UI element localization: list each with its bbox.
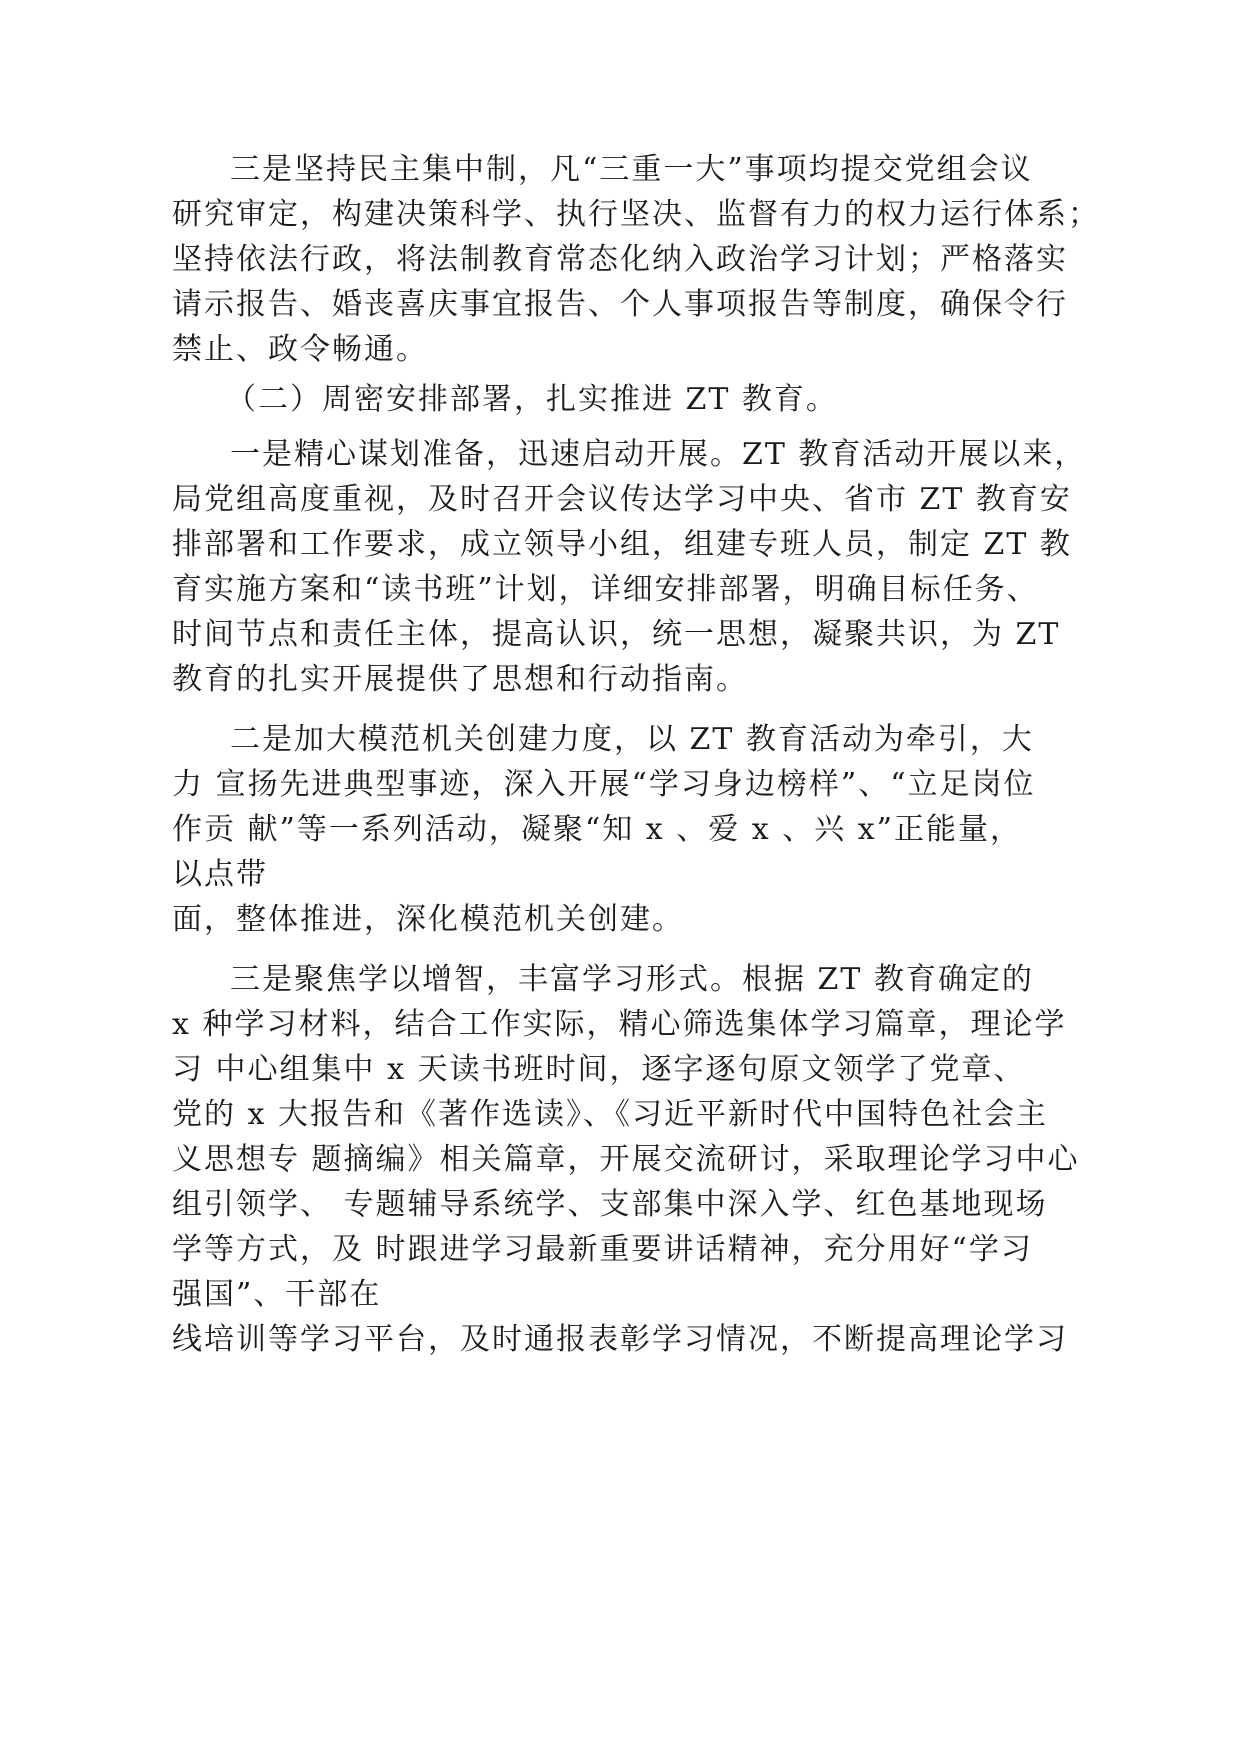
text-line: 二是加大模范机关创建力度，以 ZT 教育活动为牵引，大 [230,722,1034,757]
text-line: 三是聚焦学以增智，丰富学习形式。根据 ZT 教育确定的 [230,962,1034,997]
text-line: 作贡 献”等一系列活动，凝聚“知 x 、爱 x 、兴 x”正能量， [172,812,1022,847]
text-line: 研究审定，构建决策科学、执行坚决、监督有力的权力运行体系； [172,197,1100,232]
text-line: 组引领学、 专题辅导系统学、支部集中深入学、红色基地现场 [172,1187,1048,1222]
text-line: 面，整体推进，深化模范机关创建。 [172,902,684,937]
text-line: 排部署和工作要求，成立领导小组，组建专班人员，制定 ZT 教 [172,527,1072,562]
text-line: 强国”、干部在 [172,1277,382,1312]
text-line: 义思想专 题摘编》相关篇章，开展交流研讨，采取理论学习中心 [172,1142,1080,1177]
section-heading: （二）周密安排部署，扎实推进 ZT 教育。 [226,382,838,417]
text-line: 坚持依法行政，将法制教育常态化纳入政治学习计划；严格落实 [172,242,1068,277]
text-line: 一是精心谋划准备，迅速启动开展。ZT 教育活动开展以来， [230,437,1087,472]
text-line: 育实施方案和“读书班”计划，详细安排部署，明确目标任务、 [172,572,1039,607]
text-line: x 种学习材料，结合工作实际，精心筛选集体学习篇章，理论学 [172,1007,1067,1042]
text-line: 局党组高度重视，及时召开会议传达学习中央、省市 ZT 教育安 [172,482,1072,517]
text-line: 线培训等学习平台，及时通报表彰学习情况，不断提高理论学习 [172,1322,1068,1357]
text-line: 禁止、政令畅通。 [172,332,428,367]
text-line: 党的 x 大报告和《著作选读》、《习近平新时代中国特色社会主 [172,1097,1048,1132]
text-line: 习 中心组集中 x 天读书班时间，逐字逐句原文领学了党章、 [172,1052,1026,1087]
text-line: 以点带 [172,857,268,892]
text-line: 请示报告、婚丧喜庆事宜报告、个人事项报告等制度，确保令行 [172,287,1068,322]
text-line: 三是坚持民主集中制，凡“三重一大”事项均提交党组会议 [230,152,1033,187]
text-line: 学等方式，及 时跟进学习最新重要讲话精神，充分用好“学习 [172,1232,1033,1267]
text-line: 力 宣扬先进典型事迹，深入开展“学习身边榜样”、“立足岗位 [172,767,1036,802]
text-line: 时间节点和责任主体，提高认识，统一思想，凝聚共识，为 ZT [172,617,1061,652]
text-line: 教育的扎实开展提供了思想和行动指南。 [172,662,748,697]
